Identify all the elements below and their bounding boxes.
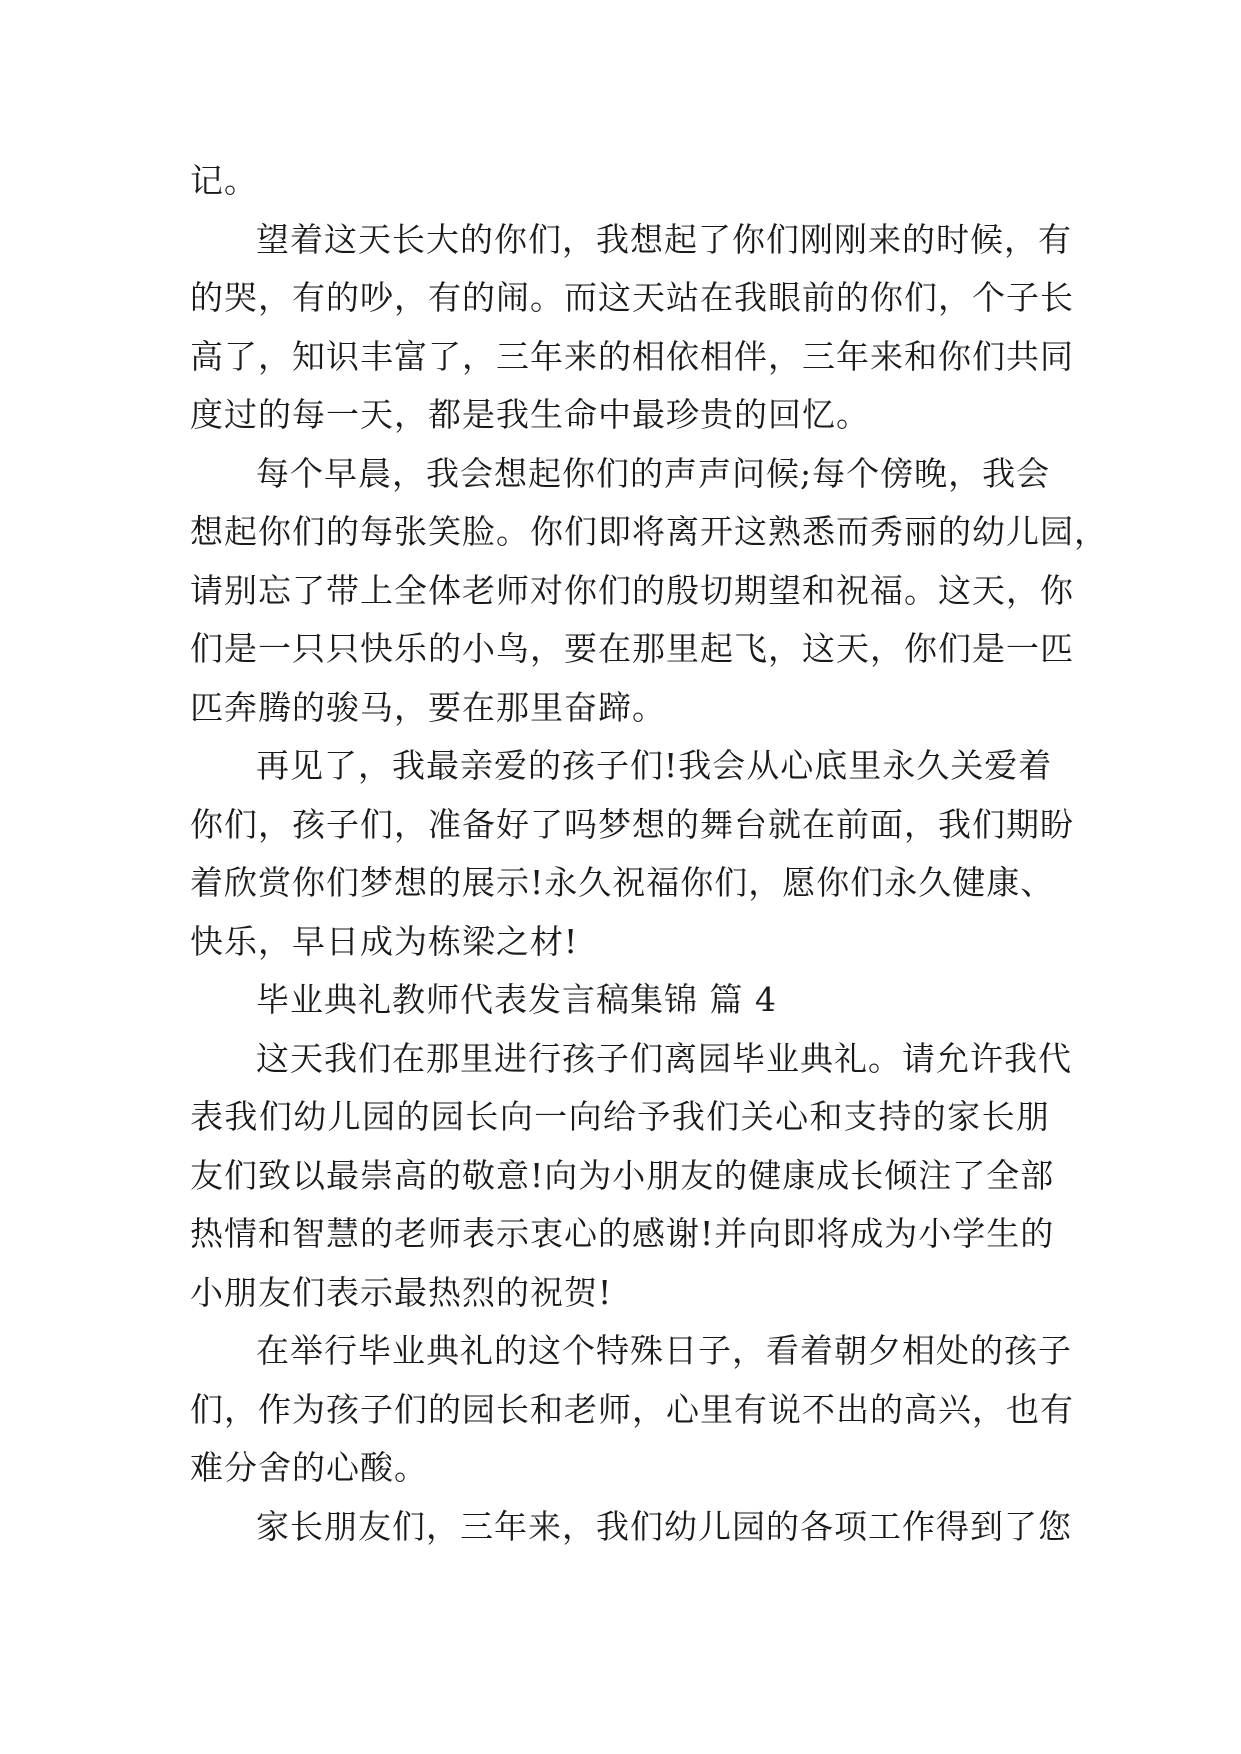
text-line: 着欣赏你们梦想的展示!永久祝福你们，愿你们永久健康、 [190,863,1055,902]
text-line: 度过的每一天，都是我生命中最珍贵的回忆。 [190,395,870,434]
text-line: 记。 [190,161,258,200]
text-line: 在举行毕业典礼的这个特殊日子，看着朝夕相处的孩子 [256,1331,1072,1370]
text-line: 高了，知识丰富了，三年来的相依相伴，三年来和你们共同 [190,336,1074,376]
text-line: 每个早晨，我会想起你们的声声问候;每个傍晚，我会 [256,453,1051,493]
body-text [190,152,1108,1556]
text-line: 难分舍的心酸。 [190,1448,428,1487]
text-line: 望着这天长大的你们，我想起了你们刚刚来的时候，有 [256,219,1072,259]
text-line: 们是一只只快乐的小鸟，要在那里起飞，这天，你们是一匹 [190,629,1074,668]
text-line: 这天我们在那里进行孩子们离园毕业典礼。请允许我代 [256,1038,1072,1078]
text-line: 家长朋友们，三年来，我们幼儿园的各项工作得到了您 [256,1506,1072,1546]
text-line: 快乐，早日成为栋梁之材! [190,921,579,961]
text-line: 热情和智慧的老师表示衷心的感谢!并向即将成为小学生的 [190,1214,1055,1253]
text-line: 的哭，有的吵，有的闹。而这天站在我眼前的你们，个子长 [190,278,1074,317]
text-line: 毕业典礼教师代表发言稿集锦 篇 4 [256,980,777,1019]
text-line: 们，作为孩子们的园长和老师，心里有说不出的高兴，也有 [190,1389,1074,1429]
text-line: 匹奔腾的骏马，要在那里奋蹄。 [190,687,666,727]
text-line: 想起你们的每张笑脸。你们即将离开这熟悉而秀丽的幼儿园， [190,512,1108,551]
text-line: 小朋友们表示最热烈的祝贺! [190,1272,613,1312]
text-line: 友们致以最崇高的敬意!向为小朋友的健康成长倾注了全部 [190,1155,1055,1195]
text-line: 你们，孩子们，准备好了吗梦想的舞台就在前面，我们期盼 [190,804,1074,844]
text-line: 请别忘了带上全体老师对你们的殷切期望和祝福。这天，你 [190,570,1074,610]
text-line: 再见了，我最亲爱的孩子们!我会从心底里永久关爱着 [256,746,1053,785]
text-line: 表我们幼儿园的园长向一向给予我们关心和支持的家长朋 [190,1097,1050,1136]
